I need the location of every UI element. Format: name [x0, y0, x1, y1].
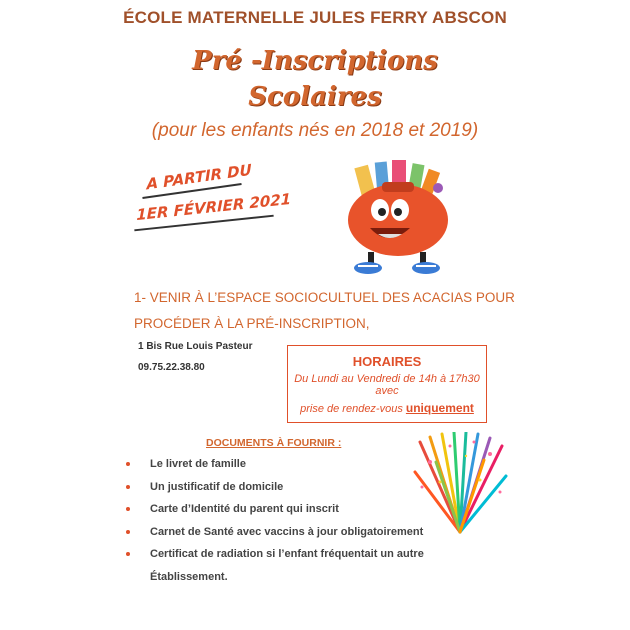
colored-pencils-icon — [410, 432, 510, 542]
start-date-line-1: A PARTIR DU — [146, 160, 252, 194]
subtitle: (pour les enfants nés en 2018 et 2019) — [151, 120, 479, 141]
hours-box — [287, 345, 487, 423]
hours-line-2 — [288, 401, 486, 415]
bullet-icon — [126, 485, 130, 489]
hours-line-1: Du Lundi au Vendredi de 14h à 17h30 avec — [294, 373, 480, 397]
start-date-line-2: 1ER FÉVRIER 2021 — [136, 189, 292, 225]
hours-title: HORAIRES — [352, 354, 422, 369]
hours-line-2-prefix: prise de rendez-vous — [300, 403, 406, 415]
address-phone: 09.75.22.38.80 — [138, 362, 205, 373]
bullet-icon — [126, 530, 130, 534]
bullet-icon — [126, 462, 130, 466]
school-name: ÉCOLE MATERNELLE JULES FERRY ABSCON — [123, 8, 507, 27]
documents-title: DOCUMENTS À FOURNIR : — [206, 437, 342, 449]
address-street: 1 Bis Rue Louis Pasteur — [138, 341, 253, 352]
title-line-2: Scolaires — [248, 82, 382, 112]
hours-emphasis: uniquement — [405, 401, 474, 415]
bullet-icon — [126, 552, 130, 556]
step-1-line-1: 1- VENIR À L’ESPACE SOCIOCULTUEL DES ACACIAS POUR — [134, 290, 515, 305]
flyer-page: ÉCOLE MATERNELLE JULES FERRY ABSCON Pré -Inscriptions Scolaires (pour les enfants nés en 2018 et 2019) A PARTIR DU 1ER FÉVRIER 2021 1- VENIR À L’ESPACE SOCIOCULTUEL DES ACACIAS POUR PROCÉDER À LA PRÉ-INSCRIPTION, 1 Bis Rue Louis Pasteur 09.75.22.38.80 HORAIRES Du Lundi au Vendredi de 14h à 17h30 avec prise de rendez-vous uniquement DOCUMENTS À FOURNIR : Le livret de famille Un justificatif de domicile Carte d’Identité du parent qui inscrit Carnet de Santé avec vaccins à jour obligatoirement Certificat de radiation si l’enfant fréquentait un autre Établissement. — [0, 0, 630, 630]
schoolbag-mascot-icon — [338, 158, 458, 278]
title-line-1: Pré -Inscriptions — [192, 46, 438, 76]
step-1-line-2: PROCÉDER À LA PRÉ-INSCRIPTION, — [134, 316, 370, 331]
bullet-icon — [126, 507, 130, 511]
